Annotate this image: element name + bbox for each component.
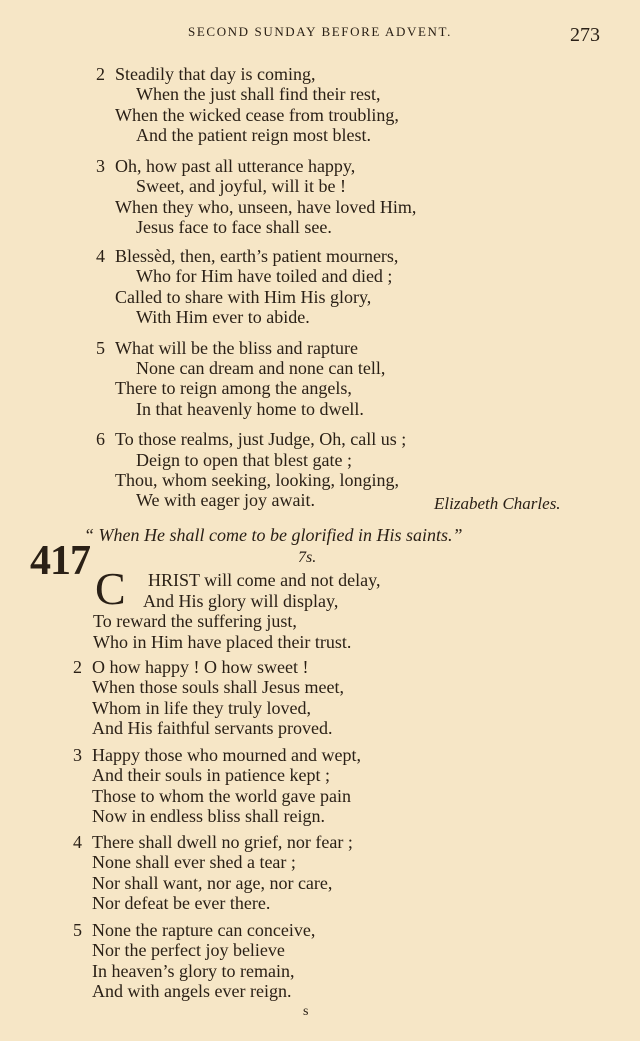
verse-line: There shall dwell no grief, nor fear ;	[92, 832, 353, 852]
verse-line: When the just shall find their rest,	[136, 84, 381, 104]
hymn-number: 417	[30, 538, 90, 584]
verse-number: 6	[96, 429, 105, 449]
verse-line: And the patient reign most blest.	[136, 125, 371, 145]
verse-number: 2	[96, 64, 105, 84]
verse-line: None shall ever shed a tear ;	[92, 852, 296, 872]
verse-line: O how happy ! O how sweet !	[92, 657, 309, 677]
verse-line: And His faithful servants proved.	[92, 718, 333, 738]
drop-cap: C	[95, 563, 126, 614]
author-attribution: Elizabeth Charles.	[434, 494, 561, 513]
verse-line: With Him ever to abide.	[136, 307, 310, 327]
verse-number: 5	[73, 920, 82, 940]
page-number: 273	[570, 24, 600, 46]
verse-line: Oh, how past all utterance happy,	[115, 156, 356, 176]
verse-line: And His glory will display,	[143, 591, 339, 611]
verse-number: 4	[96, 246, 105, 266]
verse-line: Steadily that day is coming,	[115, 64, 316, 84]
verse-line: Nor shall want, nor age, nor care,	[92, 873, 333, 893]
verse-line: Blessèd, then, earth’s patient mourners,	[115, 246, 399, 266]
verse-line: Happy those who mourned and wept,	[92, 745, 361, 765]
verse-line: HRIST will come and not delay,	[148, 570, 381, 590]
verse-line: And their souls in patience kept ;	[92, 765, 330, 785]
verse-line: Called to share with Him His glory,	[115, 287, 372, 307]
verse-line: And with angels ever reign.	[92, 981, 292, 1001]
verse-line: Sweet, and joyful, will it be !	[136, 176, 346, 196]
verse-line: When they who, unseen, have loved Him,	[115, 197, 417, 217]
verse-number: 4	[73, 832, 82, 852]
hymn-meter: 7s.	[298, 549, 317, 566]
verse-line: Now in endless bliss shall reign.	[92, 806, 325, 826]
verse-line: When the wicked cease from troubling,	[115, 105, 399, 125]
verse-line: Nor the perfect joy believe	[92, 940, 285, 960]
verse-line: None the rapture can conceive,	[92, 920, 316, 940]
verse-line: What will be the bliss and rapture	[115, 338, 358, 358]
running-title: SECOND SUNDAY BEFORE ADVENT.	[188, 24, 452, 39]
verse-line: Those to whom the world gave pain	[92, 786, 351, 806]
verse-line: None can dream and none can tell,	[136, 358, 386, 378]
verse-number: 3	[73, 745, 82, 765]
verse-line: To those realms, just Judge, Oh, call us ;	[115, 429, 407, 449]
verse-line: When those souls shall Jesus meet,	[92, 677, 344, 697]
verse-line: Who for Him have toiled and died ;	[136, 266, 393, 286]
verse-line: Thou, whom seeking, looking, longing,	[115, 470, 399, 490]
hymn-epigraph: “ When He shall come to be glorified in His saints.”	[84, 525, 463, 545]
verse-line: We with eager joy await.	[136, 490, 315, 510]
verse-number: 5	[96, 338, 105, 358]
verse-line: Jesus face to face shall see.	[136, 217, 332, 237]
verse-line: Nor defeat be ever there.	[92, 893, 271, 913]
signature-mark: s	[303, 1004, 309, 1019]
verse-line: Deign to open that blest gate ;	[136, 450, 352, 470]
verse-line: In heaven’s glory to remain,	[92, 961, 295, 981]
verse-line: Whom in life they truly loved,	[92, 698, 311, 718]
verse-line: To reward the suffering just,	[93, 611, 297, 631]
verse-line: Who in Him have placed their trust.	[93, 632, 352, 652]
verse-line: In that heavenly home to dwell.	[136, 399, 364, 419]
verse-number: 3	[96, 156, 105, 176]
verse-number: 2	[73, 657, 82, 677]
verse-line: There to reign among the angels,	[115, 378, 352, 398]
